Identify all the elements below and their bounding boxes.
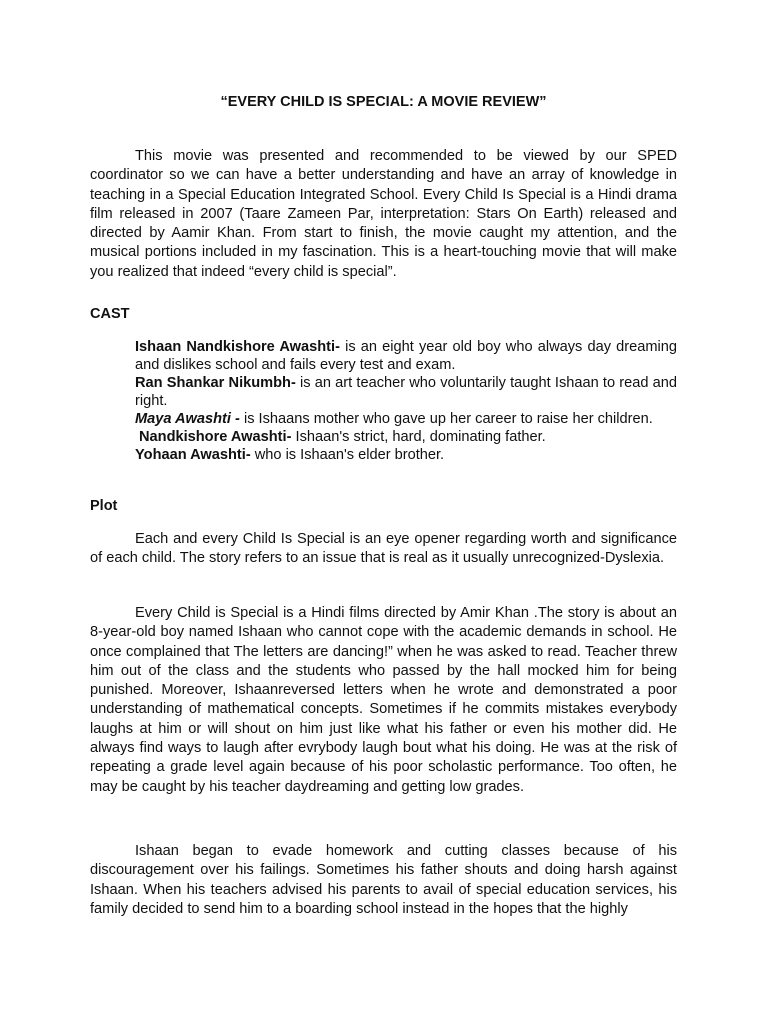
plot-paragraph: Ishaan began to evade homework and cutting classes because of his discouragement over his failings. Sometimes his father shouts and doing harsh against Ishaan. When his teachers advised his parents to avail of special education services, his family decided to send him to a boarding school instead in the hopes that the highly — [90, 843, 677, 917]
cast-name: Nandkishore Awashti- — [139, 429, 292, 445]
intro-paragraph: This movie was presented and recommended to be viewed by our SPED coordinator so we can have a better understanding and have an array of knowledge in teaching in a Special Education Integrated School. Every Child Is Special is a Hindi drama film released in 2007 (Taare Zameen Par, interpretation: Stars On Earth) released and directed by Aamir Khan. From start to finish, the movie caught my attention, and the musical portions included in my fascination. This is a heart-touching movie that will make you realized that indeed “every child is special”. — [90, 148, 677, 280]
plot-paragraph: Every Child is Special is a Hindi films directed by Amir Khan .The story is about an 8-year-old boy named Ishaan who cannot cope with the academic demands in school. He once complained that The letters are dancing!” when he was asked to read. Teacher threw him out of the class and the students who passed by the hall mocked him for being punished. Moreover, Ishaanreversed letters when he wrote and demonstrated a poor understanding of mathematical concepts. Sometimes if he commits mistakes everybody laughs at him or will shout on him just like what his father or even his mother did. He always find ways to laugh after evrybody laugh bout what his doing. He was at the risk of repeating a grade level again because of his poor scholastic performance. Too often, he may be caught by his teacher daydreaming and getting low grades. — [90, 605, 677, 795]
plot-paragraph: Each and every Child Is Special is an eye opener regarding worth and significance of each child. The story refers to an issue that is real as it usually unrecognized-Dyslexia. — [90, 531, 677, 567]
cast-item — [135, 338, 677, 374]
cast-name: Maya Awashti - — [135, 411, 240, 427]
cast-name: Ishaan Nandkishore Awashti- — [135, 339, 340, 355]
cast-item — [135, 446, 677, 464]
cast-item — [135, 428, 677, 446]
cast-description: is an art teacher who voluntarily taught Ishaan to read and right. — [135, 375, 677, 409]
cast-description: is Ishaans mother who gave up her career to raise her children. — [239, 411, 653, 427]
document-title: “EVERY CHILD IS SPECIAL: A MOVIE REVIEW” — [220, 94, 547, 110]
cast-description: Ishaan's strict, hard, dominating father. — [291, 429, 546, 445]
cast-item — [135, 410, 677, 428]
cast-description: is an eight year old boy who always day dreaming and dislikes school and fails every test and exam. — [135, 339, 677, 373]
cast-description: who is Ishaan's elder brother. — [250, 447, 445, 463]
plot-heading: Plot — [90, 498, 118, 514]
cast-item — [135, 374, 677, 410]
cast-name: Yohaan Awashti- — [135, 447, 251, 463]
cast-list — [135, 338, 677, 464]
cast-heading: CAST — [90, 306, 130, 322]
cast-name: Ran Shankar Nikumbh- — [135, 375, 296, 391]
